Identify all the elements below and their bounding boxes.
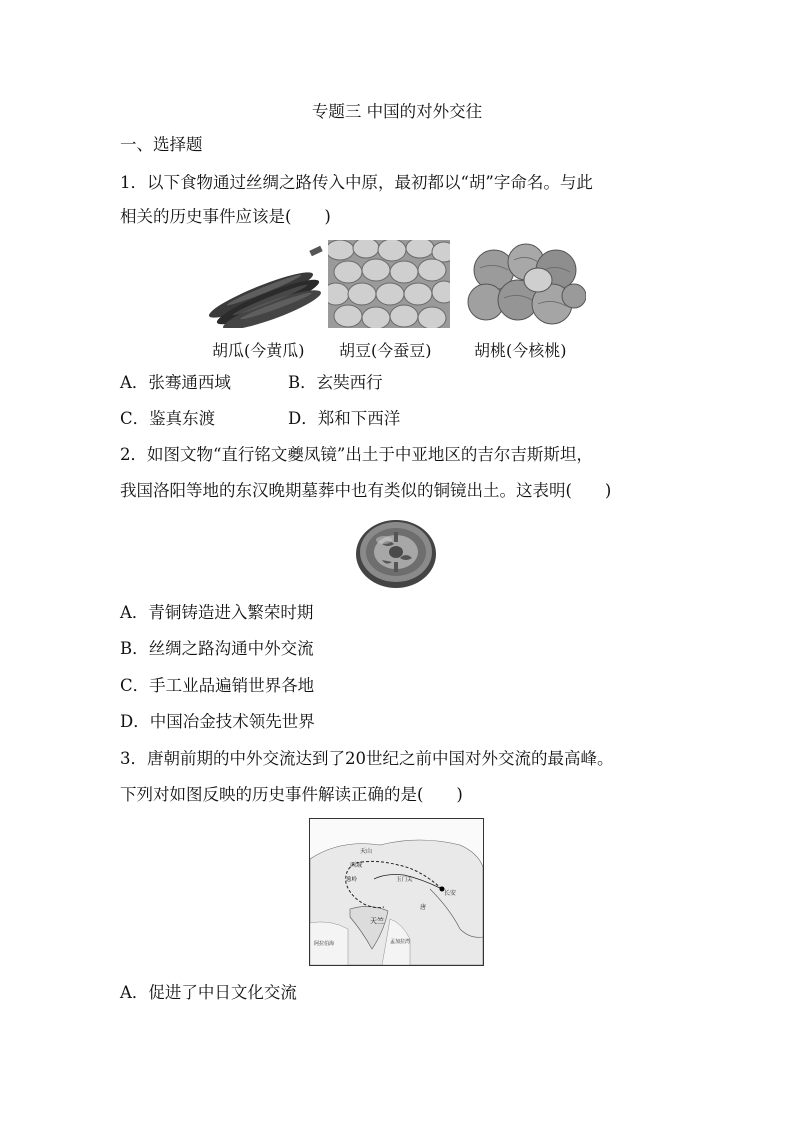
cucumber-image: [206, 240, 324, 328]
q2-option-b[interactable]: B．丝绸之路沟通中外交流: [120, 639, 314, 658]
map-label-arabian-sea: 阿拉伯海: [314, 941, 335, 947]
q2-stem-line2: 我国洛阳等地的东汉晚期墓葬中也有类似的铜镜出土。这表明( ): [120, 481, 612, 500]
broad-bean-image: [328, 240, 450, 328]
caption-broad-bean: 胡豆(今蚕豆): [339, 341, 432, 360]
map-label-xiyu: 西域: [350, 862, 363, 869]
q1-option-d[interactable]: D．郑和下西洋: [288, 409, 401, 428]
q3-stem-line2: 下列对如图反映的历史事件解读正确的是( ): [120, 785, 463, 804]
q3-stem-line1: 3．唐朝前期的中外交流达到了20世纪之前中国对外交流的最高峰。: [120, 749, 614, 768]
q1-stem-line1: 1．以下食物通过丝绸之路传入中原，最初都以“胡”字命名。与此: [120, 173, 593, 192]
map-label-changan: 长安: [444, 890, 457, 897]
map-label-bay-of-bengal: 孟加拉湾: [390, 939, 411, 945]
q1-option-b[interactable]: B．玄奘西行: [288, 373, 383, 392]
section-heading: 一、选择题: [120, 135, 203, 154]
map-label-congling: 葱岭: [346, 877, 358, 883]
q3-option-a[interactable]: A．促进了中日文化交流: [120, 983, 297, 1002]
q2-option-d[interactable]: D．中国冶金技术领先世界: [120, 712, 315, 731]
map-label-tianshan: 天山: [360, 848, 373, 855]
bronze-mirror-image: [354, 514, 438, 592]
q1-stem-line2: 相关的历史事件应该是( ): [120, 207, 331, 226]
q1-option-a[interactable]: A．张骞通西域: [120, 373, 231, 392]
caption-cucumber: 胡瓜(今黄瓜): [212, 341, 305, 360]
q2-stem-line1: 2．如图文物“直行铭文夔凤镜”出土于中亚地区的吉尔吉斯斯坦，: [120, 445, 593, 464]
map-label-yumenguan: 玉门关: [396, 877, 413, 883]
tang-route-map: [309, 818, 484, 966]
page-title: 专题三 中国的对外交往: [311, 102, 483, 121]
q1-option-c[interactable]: C．鉴真东渡: [120, 409, 216, 428]
map-label-tang: 唐: [420, 904, 427, 911]
q2-option-c[interactable]: C．手工业品遍销世界各地: [120, 676, 315, 695]
caption-walnut: 胡桃(今核桃): [474, 341, 567, 360]
map-label-tianzhu: 天竺: [370, 917, 384, 925]
q2-option-a[interactable]: A．青铜铸造进入繁荣时期: [120, 603, 314, 622]
walnut-image: [466, 240, 586, 328]
